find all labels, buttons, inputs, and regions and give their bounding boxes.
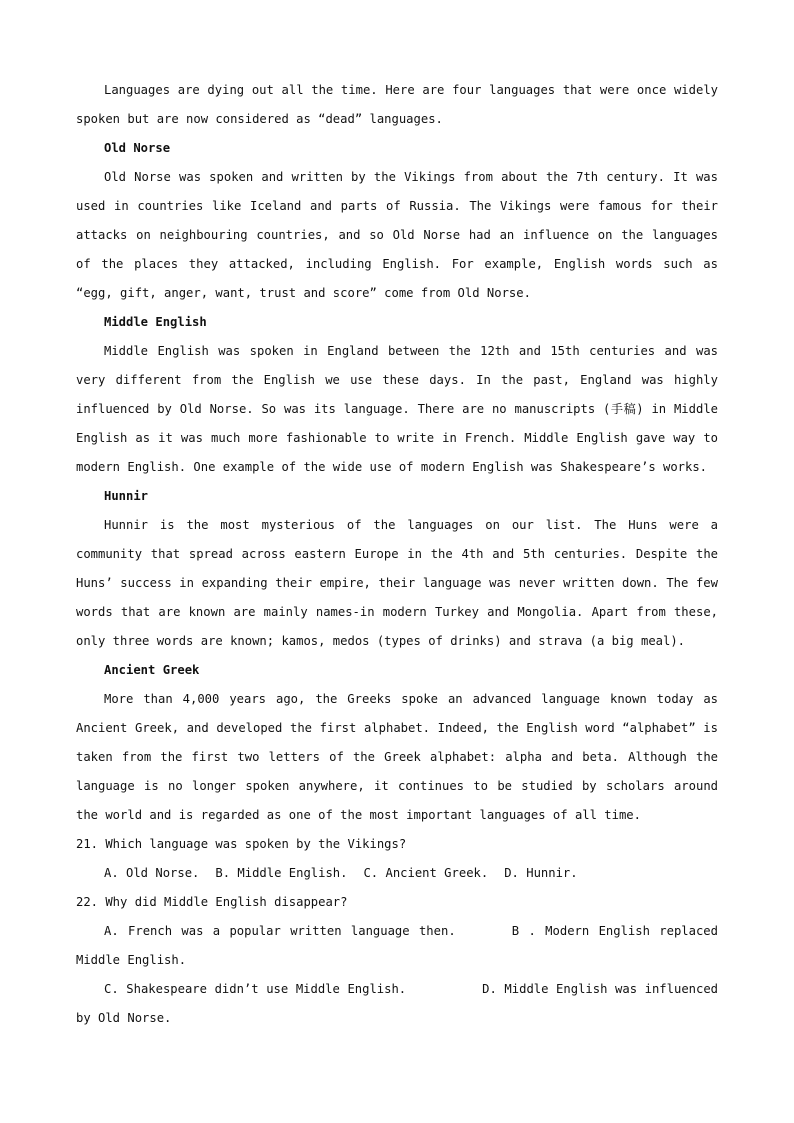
document-page	[76, 76, 718, 1033]
section-heading-middle-english: Middle English	[104, 315, 207, 329]
q21-option-d[interactable]: D. Hunnir.	[504, 866, 578, 880]
question-22-options-row-2	[76, 975, 718, 1033]
section-heading-old-norse: Old Norse	[104, 141, 171, 155]
section-text-ancient-greek: More than 4,000 years ago, the Greeks spoke an advanced language known today as Ancient Greek, and developed the first alphabet. Indeed, the English word “alphabet” is taken from the first two letters of the Greek alphabet: alpha and beta. Although the language is no longer spoken anywhere, it continues to be studied by scholars around the world and is regarded as one of the most important languages of all time.	[76, 692, 718, 822]
q22-option-c[interactable]: C. Shakespeare didn’t use Middle English.	[104, 982, 407, 996]
section-text-old-norse: Old Norse was spoken and written by the Vikings from about the 7th century. It was used in countries like Iceland and parts of Russia. The Vikings were famous for their attacks on neighbouring countries, and so Old Norse had an influence on the languages of the places they attacked, including English. For example, English words such as “egg, gift, anger, want, trust and score” come from Old Norse.	[76, 170, 718, 300]
q22-option-d[interactable]: D. Middle English was influenced by Old Norse.	[76, 982, 719, 1025]
q21-option-c[interactable]: C. Ancient Greek.	[363, 866, 489, 880]
question-21-stem: 21. Which language was spoken by the Vikings?	[76, 837, 407, 851]
question-22-stem: 22. Why did Middle English disappear?	[76, 895, 348, 909]
q22-option-b[interactable]: B . Modern English replaced Middle English.	[76, 924, 718, 967]
question-21-options	[76, 859, 718, 888]
q22-option-a[interactable]: A. French was a popular written language then.	[104, 924, 456, 938]
intro-paragraph: Languages are dying out all the time. Here are four languages that were once widely spoken but are now considered as “dead” languages.	[76, 83, 718, 126]
q21-option-a[interactable]: A. Old Norse.	[104, 866, 200, 880]
q21-option-b[interactable]: B. Middle English.	[215, 866, 348, 880]
section-heading-hunnir: Hunnir	[104, 489, 149, 503]
question-22-options-row-1	[76, 917, 718, 975]
section-text-hunnir: Hunnir is the most mysterious of the languages on our list. The Huns were a community that spread across eastern Europe in the 4th and 5th centuries. Despite the Huns’ success in expanding their empire, their language was never written down. The few words that are known are mainly names-in modern Turkey and Mongolia. Apart from these, only three words are known; kamos, medos (types of drinks) and strava (a big meal).	[76, 518, 718, 648]
section-text-middle-english: Middle English was spoken in England between the 12th and 15th centuries and was very different from the English we use these days. In the past, England was highly influenced by Old Norse. So was its language. There are no manuscripts (手稿) in Middle English as it was much more fashionable to write in French. Middle English gave way to modern English. One example of the wide use of modern English was Shakespeare’s works.	[76, 344, 718, 474]
section-heading-ancient-greek: Ancient Greek	[104, 663, 200, 677]
